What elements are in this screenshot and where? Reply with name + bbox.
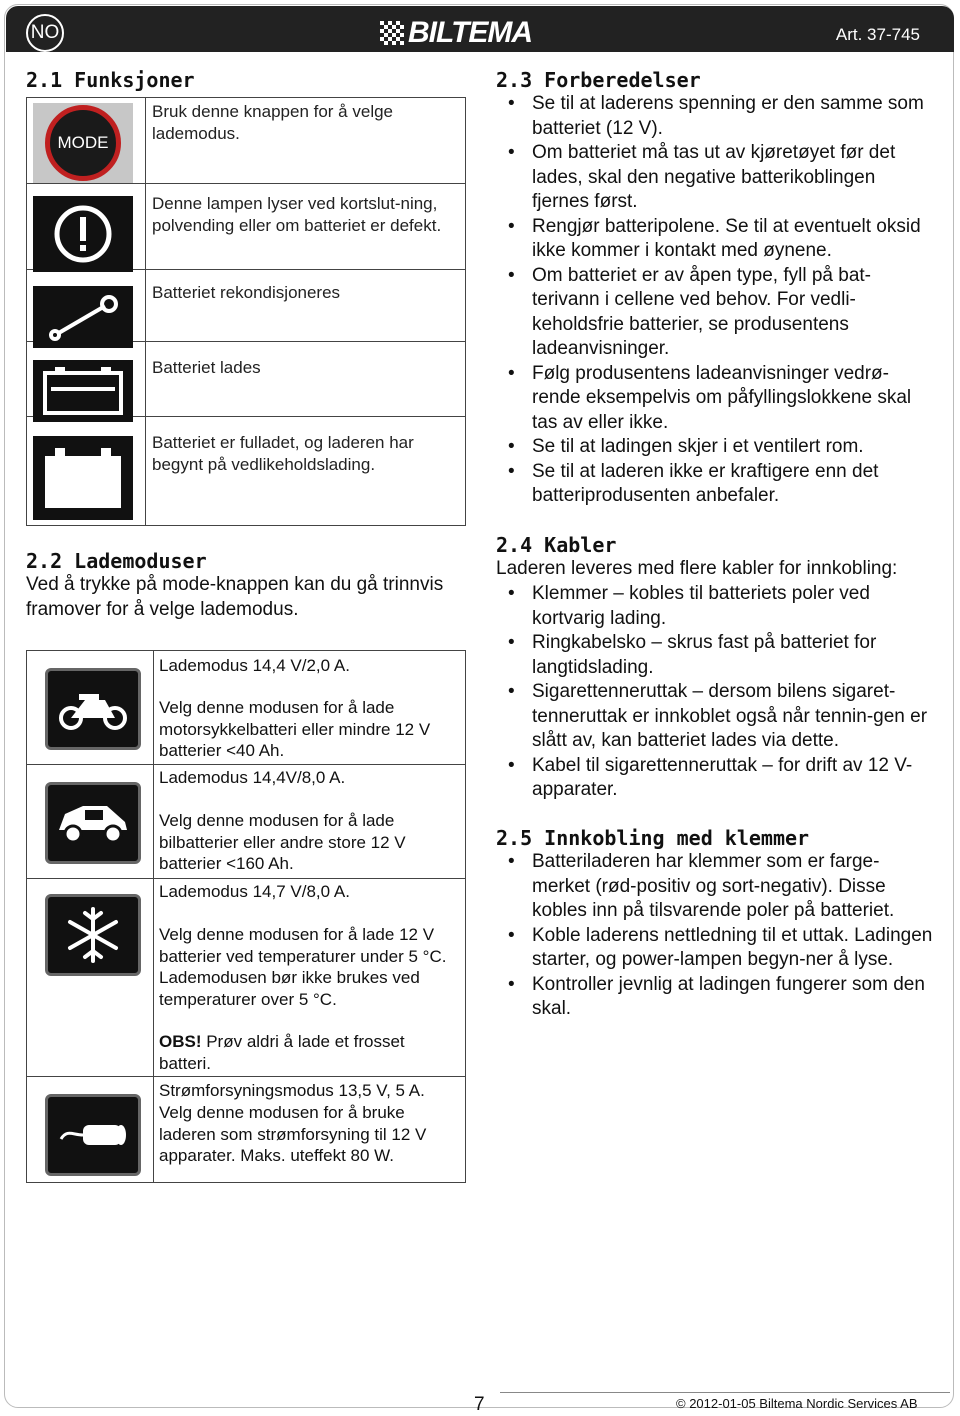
section-2-2-title: 2.2 Lademoduser [26, 549, 207, 573]
list-item: • Sigarettenneruttak – dersom bilens sigaret-tenneruttak er innkoblet også når tennin-gen er slått av, kan batteriet lades via dette. [496, 680, 941, 754]
mode-3-body: Velg denne modusen for å lade 12 V batterier ved temperaturer under 5 °C. Lademodusen bør ikke brukes ved temperaturer over 5 °C. [159, 925, 447, 1009]
section-2-4-intro: Laderen leveres med flere kabler for innkobling: [496, 558, 898, 579]
list-item: • Ringkabelsko – skrus fast på batteriet for langtidslading. [496, 631, 941, 680]
section-2-4-title: 2.4 Kabler [496, 533, 617, 557]
list-item: • Koble laderens nettledning til et uttak. Ladingen starter, og power-lampen begyn-ner å lyse. [496, 924, 936, 973]
warning-icon [33, 196, 133, 272]
mode-4-heading: Strømforsyningsmodus 13,5 V, 5 A. [159, 1081, 425, 1100]
list-item: • Rengjør batteripolene. Se til at eventuelt oksid ikke kommer i kontakt med øynene. [496, 215, 936, 264]
obs-label: OBS! [159, 1032, 202, 1051]
mode-4-body: Velg denne modusen for å bruke laderen som strømforsyning til 12 V apparater. Maks. uteffekt 80 W. [159, 1103, 427, 1165]
footer-divider [500, 1392, 950, 1393]
mode-2-body: Velg denne modusen for å lade bilbatterier eller andre store 12 V batterier <160 Ah. [159, 811, 406, 873]
snowflake-icon [45, 894, 141, 976]
battery-full-icon [33, 436, 133, 520]
function-text-charging: Batteriet lades [152, 358, 261, 377]
mode-3-heading: Lademodus 14,7 V/8,0 A. [159, 882, 350, 901]
motorcycle-icon [45, 668, 141, 750]
article-number: Art. 37-745 [835, 25, 920, 44]
list-item: • Følg produsentens ladeanvisninger vedrø-rende eksempelvis om påfyllingslokkene skal tas av eller ikke. [496, 362, 936, 436]
list-item: • Se til at ladingen skjer i et ventilert rom. [496, 435, 936, 460]
list-item: • Kabel til sigarettenneruttak – for drift av 12 V-apparater. [496, 754, 941, 803]
wrench-icon [33, 286, 133, 348]
list-item: • Klemmer – kobles til batteriets poler ved kortvarig lading. [496, 582, 941, 631]
mode-3-warning [159, 1031, 459, 1074]
obs-text: Prøv aldri å lade et frosset batteri. [159, 1032, 405, 1073]
list-item: • Om batteriet er av åpen type, fyll på bat-terivann i cellene ved behov. For vedli-keholdsfrie batterier, se produsentens ladeanvisninger. [496, 264, 936, 362]
copyright: © 2012-01-05 Biltema Nordic Services AB [676, 1396, 918, 1411]
header-bar [6, 6, 954, 52]
preparations-list [496, 92, 936, 509]
brand-name: BILTEMA [408, 16, 533, 49]
cables-list [496, 582, 941, 803]
function-text-recondition: Batteriet rekondisjoneres [152, 283, 341, 302]
mode-1-body: Velg denne modusen for å lade motorsykkelbatteri eller mindre 12 V batterier <40 Ah. [159, 698, 431, 760]
section-2-1-title: 2.1 Funksjoner [26, 68, 195, 92]
car-icon [45, 782, 141, 864]
list-item: • Batteriladeren har klemmer som er farge-merket (rød-positiv og sort-negativ). Disse kobles inn på tilsvarende poler på batteriet. [496, 850, 936, 924]
checkered-flag-icon [380, 21, 404, 45]
list-item: • Se til at laderens spenning er den samme som batteriet (12 V). [496, 92, 936, 141]
section-2-3-title: 2.3 Forberedelser [496, 68, 701, 92]
function-text-mode: Bruk denne knappen for å velge lademodus. [152, 102, 394, 143]
function-text-full: Batteriet er fulladet, og laderen har begynt på vedlikeholdslading. [152, 433, 414, 474]
list-item: • Se til at laderen ikke er kraftigere enn det batteriprodusenten anbefaler. [496, 460, 936, 509]
function-text-warning: Denne lampen lyser ved kortslut-ning, polvending eller om batteriet er defekt. [152, 194, 442, 235]
cigarette-plug-icon [45, 1094, 141, 1176]
language-badge: NO [26, 14, 64, 52]
battery-charging-icon [33, 360, 133, 422]
mode-2-heading: Lademodus 14,4V/8,0 A. [159, 768, 346, 787]
clamps-list [496, 850, 936, 1022]
section-2-5-title: 2.5 Innkobling med klemmer [496, 826, 810, 850]
page-number: 7 [474, 1394, 485, 1415]
mode-button-label: MODE [57, 133, 109, 152]
mode-1-heading: Lademodus 14,4 V/2,0 A. [159, 656, 350, 675]
section-2-2-intro: Ved å trykke på mode-knappen kan du gå trinnvis framover for å velge lademodus. [26, 574, 444, 620]
brand-logo [380, 18, 532, 48]
list-item: • Kontroller jevnlig at ladingen fungerer som den skal. [496, 973, 936, 1022]
list-item: • Om batteriet må tas ut av kjøretøyet før det lades, skal den negative batterikoblingen fjernes først. [496, 141, 936, 215]
mode-button-icon [33, 103, 133, 183]
